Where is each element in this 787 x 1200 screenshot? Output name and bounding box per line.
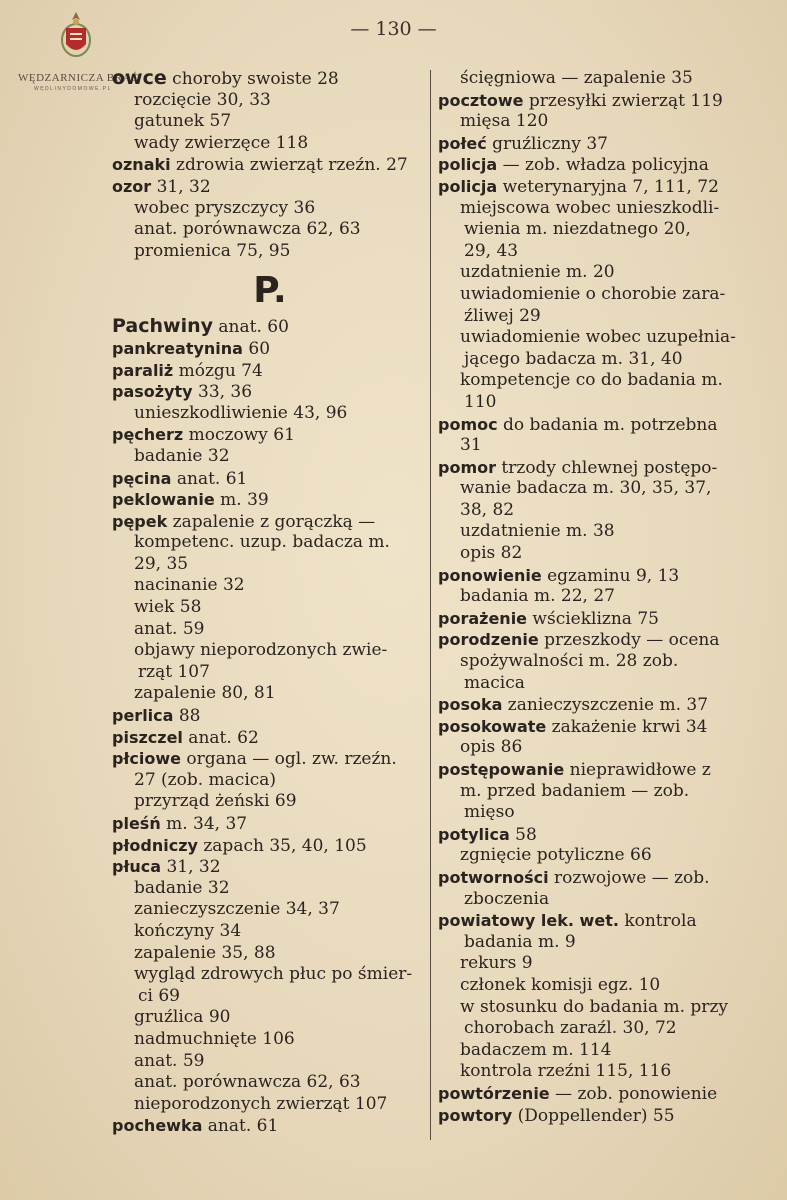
index-subentry: kompetenc. uzup. badacza m. [134, 532, 390, 553]
index-subentry: ci 69 [138, 985, 180, 1006]
index-subentry: spożywalności m. 28 zob. [460, 651, 679, 672]
index-entry: postępowanie nieprawidłowe z [438, 760, 711, 780]
index-subentry: kontrola rzeźni 115, 116 [460, 1061, 672, 1082]
index-subentry: rozcięcie 30, 33 [134, 89, 271, 110]
index-subentry: 27 (zob. macica) [134, 769, 277, 790]
index-subentry: 31 [460, 435, 482, 456]
index-entry: posokowate zakażenie krwi 34 [438, 716, 708, 737]
index-entry: pochewka anat. 61 [112, 1116, 279, 1137]
index-subentry: jącego badacza m. 31, 40 [464, 348, 683, 369]
index-subentry: zanieczyszczenie 34, 37 [134, 899, 340, 920]
index-subentry: anat. porównawcza 62, 63 [134, 1072, 361, 1093]
index-subentry: wobec pryszczycy 36 [134, 197, 316, 218]
index-subentry: opis 86 [460, 737, 523, 758]
index-subentry: ścięgniowa — zapalenie 35 [460, 68, 693, 88]
index-subentry: zapalenie 35, 88 [134, 942, 276, 963]
index-entry: oznaki zdrowia zwierząt rzeźn. 27 [112, 155, 408, 176]
index-subentry: wygląd zdrowych płuc po śmier- [134, 964, 413, 985]
column-divider [430, 70, 431, 1140]
index-subentry: miejscowa wobec unieszkodli- [460, 197, 720, 218]
index-subentry: objawy nieporodzonych zwie- [134, 640, 388, 661]
index-subentry: uwiadomienie wobec uzupełnia- [460, 327, 736, 348]
index-subentry: uwiadomienie o chorobie zara- [460, 283, 726, 304]
index-subentry: 29, 43 [464, 240, 519, 261]
index-subentry: anat. porównawcza 62, 63 [134, 219, 361, 240]
index-subentry: uzdatnienie m. 38 [460, 521, 615, 542]
index-subentry: chorobach zaraźl. 30, 72 [464, 1018, 677, 1039]
index-subentry: rząt 107 [138, 661, 210, 682]
index-subentry: uzdatnienie m. 20 [460, 262, 615, 283]
index-entry: płodniczy zapach 35, 40, 105 [112, 835, 367, 856]
index-entry: piszczel anat. 62 [112, 727, 259, 748]
index-subentry: gruźlica 90 [134, 1007, 231, 1028]
index-subentry: nacinanie 32 [134, 575, 245, 596]
index-entry: pomor trzody chlewnej postępo- [438, 457, 718, 478]
index-subentry: zapalenie 80, 81 [134, 683, 276, 704]
index-subentry: anat. 59 [134, 618, 205, 639]
index-entry: połeć gruźliczny 37 [438, 133, 608, 154]
index-entry: powtory (Doppellender) 55 [438, 1105, 675, 1126]
index-subentry: wanie badacza m. 30, 35, 37, [460, 478, 712, 499]
index-entry: pleśń m. 34, 37 [112, 814, 248, 834]
index-subentry: nadmuchnięte 106 [134, 1028, 295, 1049]
index-subentry: wienia m. niezdatnego 20, [464, 219, 691, 240]
index-entry: pankreatynina 60 [112, 338, 271, 359]
index-entry: owce choroby swoiste 28 [112, 67, 339, 89]
index-entry: ozor 31, 32 [112, 176, 211, 197]
index-entry: pocztowe przesyłki zwierząt 119 [438, 90, 723, 111]
index-subentry: promienica 75, 95 [134, 240, 291, 261]
index-subentry: 38, 82 [460, 499, 515, 520]
index-entry: pęcina anat. 61 [112, 468, 248, 489]
index-subentry: rekurs 9 [460, 953, 533, 974]
index-entry: powtórzenie — zob. ponowienie [438, 1083, 718, 1104]
index-column-left [112, 68, 428, 1137]
index-subentry: wiek 58 [134, 597, 202, 618]
page-number: — 130 — [350, 18, 437, 40]
index-subentry: badania m. 22, 27 [460, 586, 615, 607]
index-entry: pomoc do badania m. potrzebna [438, 414, 718, 435]
index-subentry: 110 [464, 391, 497, 412]
index-subentry: opis 82 [460, 543, 523, 564]
logo-brand-text: WĘDZARNICZA BRAĆ [18, 72, 139, 84]
index-subentry: unieszkodliwienie 43, 96 [134, 402, 348, 423]
index-entry: pępek zapalenie z gorączką — [112, 511, 376, 532]
index-subentry: mięso [464, 802, 515, 823]
index-entry: płuca 31, 32 [112, 857, 221, 878]
index-subentry: badania m. 9 [464, 931, 576, 952]
index-entry: porażenie wścieklizna 75 [438, 608, 659, 629]
index-subentry: badaczem m. 114 [460, 1039, 612, 1060]
index-subentry: mięsa 120 [460, 111, 549, 132]
index-subentry: członek komisji egz. 10 [460, 974, 661, 995]
index-entry: Pachwiny anat. 60 [112, 315, 289, 338]
index-entry: powiatowy lek. wet. kontrola [438, 911, 697, 932]
index-subentry: przyrząd żeński 69 [134, 791, 297, 812]
index-subentry: kończyny 34 [134, 920, 242, 941]
index-subentry: kompetencje co do badania m. [460, 370, 723, 391]
index-entry: pasożyty 33, 36 [112, 382, 253, 403]
index-entry: ponowienie egzaminu 9, 13 [438, 565, 680, 586]
index-entry: potylica 58 [438, 824, 537, 845]
index-subentry: macica [464, 672, 525, 693]
index-subentry: zgnięcie potyliczne 66 [460, 845, 652, 866]
index-entry: porodzenie przeszkody — ocena [438, 630, 720, 651]
logo-subtitle: WĘDLINYDOMOWE.PL [34, 86, 112, 92]
index-subentry: zboczenia [464, 888, 550, 909]
index-subentry: nieporodzonych zwierząt 107 [134, 1093, 388, 1114]
index-subentry: anat. 59 [134, 1050, 205, 1071]
index-entry: paraliż mózgu 74 [112, 360, 263, 381]
index-entry: potworności rozwojowe — zob. [438, 867, 710, 888]
index-entry: policja weterynaryjna 7, 111, 72 [438, 176, 719, 197]
index-entry: pęcherz moczowy 61 [112, 425, 295, 446]
index-subentry: badanie 32 [134, 445, 230, 466]
index-entry: policja — zob. władza policyjna [438, 155, 709, 176]
index-entry: perlica 88 [112, 706, 201, 727]
index-subentry: m. przed badaniem — zob. [460, 780, 690, 801]
index-subentry: gatunek 57 [134, 111, 232, 132]
index-subentry: źliwej 29 [464, 305, 541, 326]
index-entry: peklowanie m. 39 [112, 490, 269, 511]
index-entry: posoka zanieczyszczenie m. 37 [438, 695, 709, 716]
index-subentry: 29, 35 [134, 553, 189, 574]
index-subentry: badanie 32 [134, 877, 230, 898]
index-subentry: wady zwierzęce 118 [134, 132, 309, 153]
section-letter: P. [253, 270, 287, 312]
index-entry: płciowe organa — ogl. zw. rzeźn. [112, 749, 397, 770]
index-column-right [438, 68, 750, 1126]
index-subentry: w stosunku do badania m. przy [460, 996, 728, 1017]
